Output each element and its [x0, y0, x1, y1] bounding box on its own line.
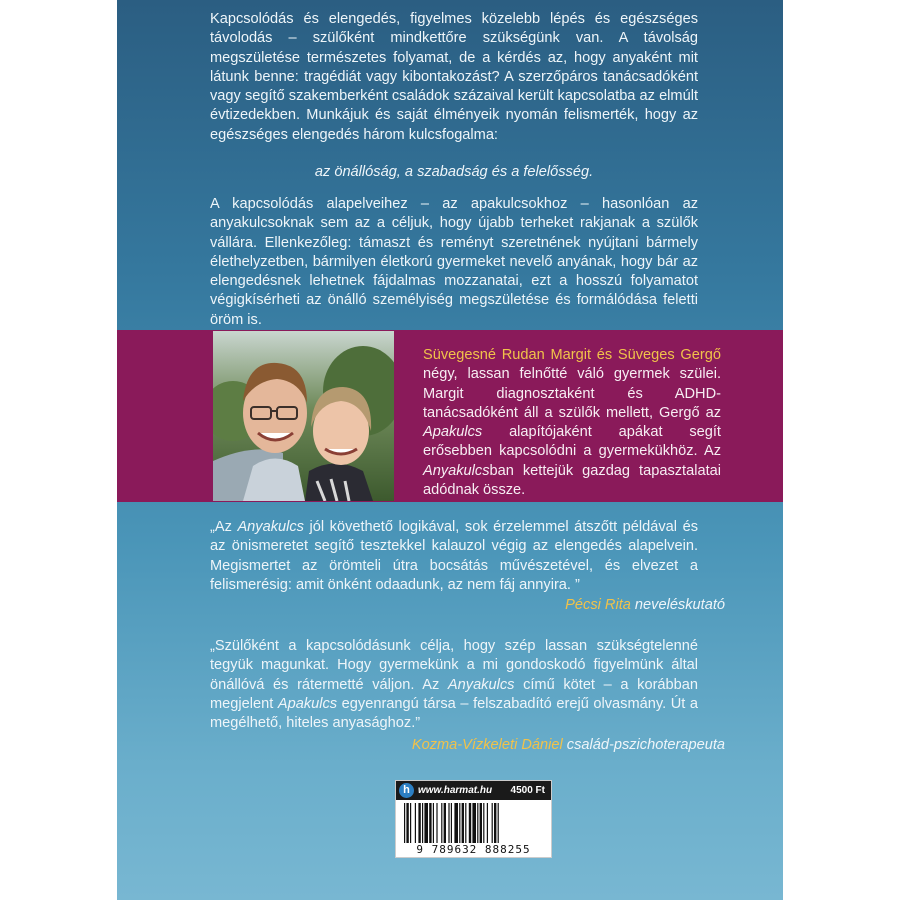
review-1-author: Pécsi Rita	[565, 597, 631, 613]
review-2-author: Kozma-Vízkeleti Dániel	[411, 737, 563, 753]
quote-1-book-title: Anyakulcs	[237, 519, 304, 535]
author-band	[117, 330, 783, 502]
review-2-role: család-pszichoterapeuta	[562, 737, 725, 753]
intro-paragraph-2: A kapcsolódás alapelveihez – az apakulcsokhoz – hasonlóan az anyakulcsoknak sem az a céljuk, hogy újabb terheket rakjanak a szülők vállára. Ellenkezőleg: támaszt és reményt szeretnének nyújtani bármely élethelyzetben, bármilyen életkorú gyermeket nevelő anyának, hogy bár az elengedésnek lehetnek fájdalmas mozzanatai, ezt a hosszú folyamatot végigkísérheti az önálló személyiség megszületése és formálódása feletti öröm is.	[210, 196, 698, 328]
review-1-attribution	[565, 597, 725, 613]
author-names: Süvegesné Rudan Margit és Süveges Gergő	[423, 347, 721, 363]
barcode-label	[395, 780, 552, 858]
barcode-bars	[402, 803, 545, 843]
book-back-cover	[117, 0, 783, 900]
author-photo	[213, 331, 394, 501]
review-quote-1	[210, 518, 698, 595]
review-1-role: neveléskutató	[630, 597, 725, 613]
publisher-url: www.harmat.hu	[418, 785, 493, 796]
quote-2-book-title-2: Apakulcs	[277, 695, 338, 712]
quote-1-text: jól követhető logikával, sok érzelemmel átszőtt példával és az önismeretet segítő tesztekkel kalauzol végig az elengedés alapelvein. Megismertet az örömteli útra bocsátás művészetével, és elvezet a felismerésig: amit önként odaadunk, az nem fáj annyira. ”	[210, 519, 699, 593]
isbn-number: 9 789632 888255	[416, 843, 531, 856]
price: 4500 Ft	[510, 785, 545, 796]
key-concepts: az önállóság, a szabadság és a felelősség.	[314, 164, 594, 180]
quote-2-text-2: egyenrangú társa – felszabadító erejű olvasmány. Út a megélhető, hiteles anyasághoz.”	[210, 695, 698, 732]
quote-2-text-1: című kötet – a korábban megjelent	[210, 676, 699, 712]
book-title-apakulcs: Apakulcs	[423, 424, 483, 441]
quote-1-open: „Az	[210, 519, 238, 535]
intro-paragraph-1: Kapcsolódás és elengedés, figyelmes közelebb lépés és egészséges távolodás – szülőként mindkettőre szükségünk van. A távolság megszületése természetes folyamat, de a kérdés az, hogy anyaként mit látunk benne: tragédiát vagy kibontakozást? A szerzőpáros tanácsadóként vagy segítő szakemberként családok százaival került kapcsolatba az elmúlt évtizedekben. Munkájuk és saját élményeik nyomán felismerték, hogy az egészséges elengedés három kulcsfogalma:	[210, 11, 698, 143]
quote-2-open: „Szülőként a kapcsolódásunk célja, hogy szép lassan szükségtelenné tegyük magunkat. Hogy gyermekünk a mi gondoskodó figyelmünk által önállóvá és rátermetté váljon. Az	[210, 638, 698, 693]
author-bio-text-2: alapítójaként apákat segít erősebben kapcsolódni a gyermekükhöz. Az	[423, 424, 721, 460]
book-title-anyakulcs: Anyakulcs	[423, 462, 490, 479]
author-bio	[423, 346, 721, 500]
quote-2-book-title: Anyakulcs	[447, 676, 515, 693]
review-quote-2	[210, 637, 698, 733]
review-2-attribution	[412, 737, 725, 753]
barcode-header	[396, 781, 551, 800]
author-bio-text-3: ban kettejük gazdag tapasztalatai adódnak össze.	[423, 462, 721, 499]
harmat-logo-icon: h	[399, 783, 414, 798]
author-bio-text-1: négy, lassan felnőtté váló gyermek szülei. Margit diagnosztaként és ADHD-tanácsadóként áll a szülők mellett, Gergő az	[423, 366, 721, 421]
